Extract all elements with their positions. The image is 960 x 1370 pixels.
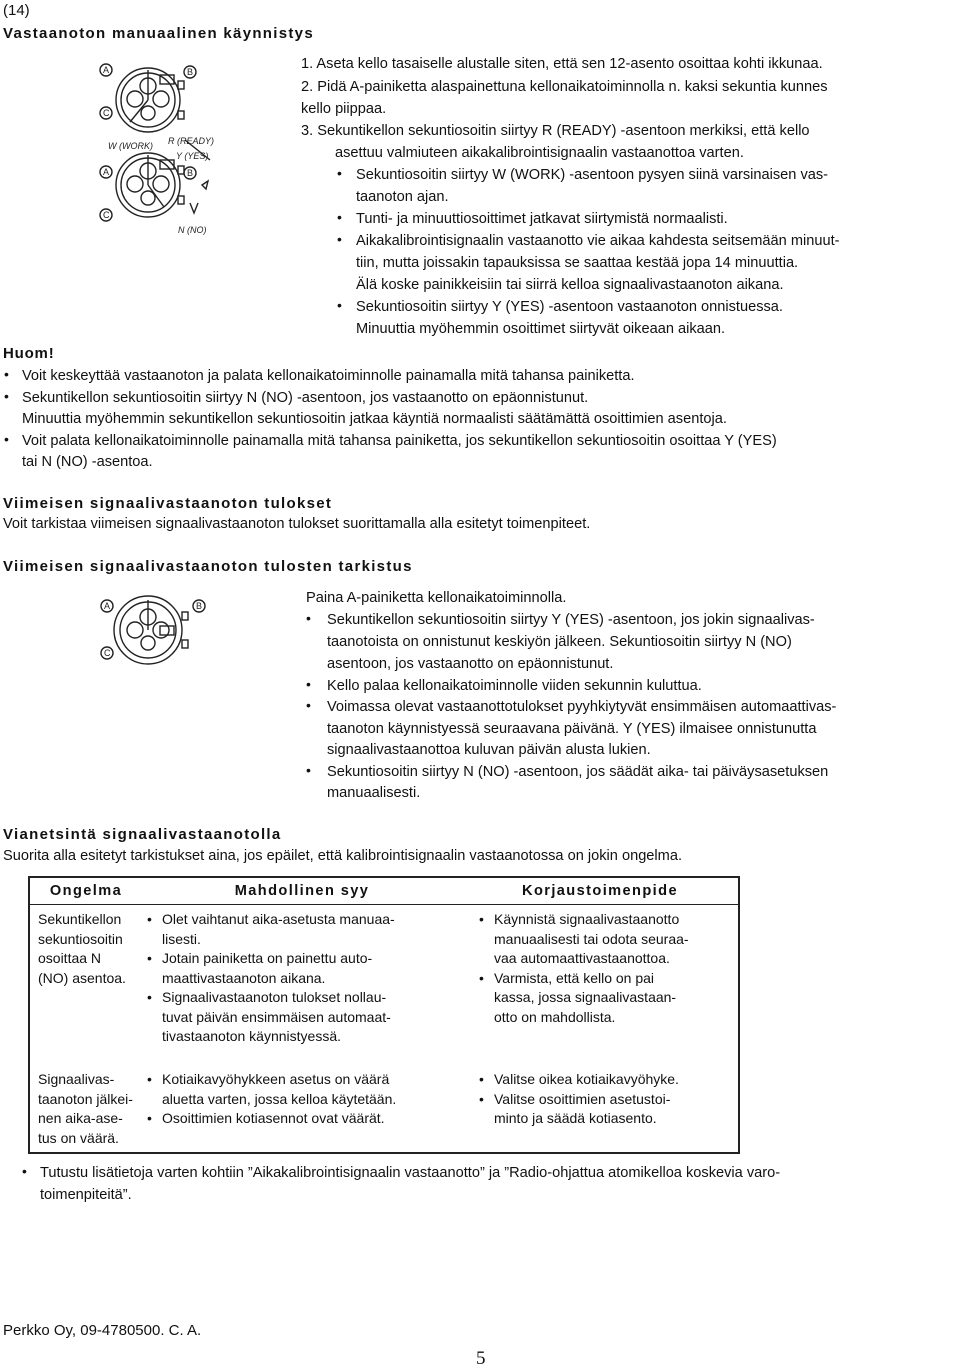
- last-results-text: Voit tarkistaa viimeisen signaalivastaanoton tulokset suorittamalla alla esitetyt toimenpiteet.: [3, 516, 591, 532]
- bullet: •: [306, 697, 311, 713]
- bullet: •: [306, 676, 311, 692]
- final-note-line-1: Tutustu lisätietoja varten kohtiin ”Aikakalibrointisignaalin vastaanotto” ja ”Radio-ohjattua atomikelloa koskevia varo-: [40, 1165, 781, 1181]
- svg-text:R (READY): R (READY): [168, 136, 215, 146]
- svg-text:C: C: [103, 210, 110, 220]
- page-number: 5: [476, 1348, 486, 1369]
- svg-text:A: A: [104, 601, 111, 611]
- note-line-5: tai N (NO) -asentoa.: [22, 454, 153, 470]
- check-line-9: Sekuntiosoitin siirtyy N (NO) -asentoon, jos säädät aika- tai päiväysasetuksen: [327, 764, 829, 780]
- section-title-troubleshooting: Vianetsintä signaalivastaanotolla: [3, 826, 282, 843]
- note-line-2: Sekuntikellon sekuntiosoitin siirtyy N (NO) -asentoon, jos vastaanotto on epäonnistunut.: [22, 390, 589, 406]
- step-2-cont: kello piippaa.: [301, 101, 387, 117]
- footer: Perkko Oy, 09-4780500. C. A.: [3, 1322, 202, 1339]
- svg-text:B: B: [187, 67, 194, 77]
- step-3-bullet-3-cont: tiin, mutta joissakin tapauksissa se saattaa kestää jopa 14 minuuttia.: [356, 255, 799, 271]
- check-line-5: Kello palaa kellonaikatoiminnolle viiden sekunnin kuluttua.: [327, 678, 702, 694]
- bullet: •: [337, 165, 342, 181]
- step-1: 1. Aseta kello tasaiselle alustalle siten, että sen 12-asento osoittaa kohti ikkunaa.: [301, 56, 823, 72]
- bullet: •: [306, 762, 311, 778]
- check-line-8: signaalivastaanottoa kuluvan päivän alusta lukien.: [327, 742, 651, 758]
- step-2: 2. Pidä A-painiketta alaspainettuna kellonaikatoiminnolla n. kaksi sekuntia kunnes: [301, 79, 828, 95]
- step-3-cont: asettuu valmiuteen aikakalibrointisignaalin vastaanottoa varten.: [335, 145, 744, 161]
- watch-icon: [92, 590, 222, 670]
- step-3-bullet-1-cont: taanoton ajan.: [356, 189, 449, 205]
- table-cell-problem: Sekuntikellon sekuntiosoitin osoittaa N (NO) asentoa.: [38, 911, 126, 986]
- svg-text:Y (YES): Y (YES): [176, 151, 209, 161]
- table-row: [29, 1058, 739, 1153]
- table-row: [29, 905, 739, 1059]
- page-label: (14): [3, 2, 30, 19]
- section-title-check-results: Viimeisen signaalivastaanoton tulosten tarkistus: [3, 558, 413, 575]
- table-cell-fix: • Valitse oikea kotiaikavyöhyke. • Valitse osoittimien asetustoi- minto ja säädä kotiasento.: [462, 1058, 739, 1153]
- section-title-manual-reception: Vastaanoton manuaalinen käynnistys: [3, 25, 314, 42]
- note-title: Huom!: [3, 345, 55, 362]
- note-line-3: Minuuttia myöhemmin sekuntikellon sekuntiosoitin jatkaa käyntiä normaalisti säätämättä osoittimien asentoja.: [22, 411, 727, 427]
- bullet: •: [4, 388, 9, 404]
- step-3-bullet-4: Sekuntiosoitin siirtyy Y (YES) -asentoon vastaanoton onnistuessa.: [356, 299, 783, 315]
- check-line-3: taanotoista on onnistunut keskiyön jälkeen. Sekuntiosoitin siirtyy N (NO): [327, 634, 792, 650]
- bullet: •: [337, 209, 342, 225]
- bullet: •: [306, 610, 311, 626]
- check-line-2: Sekuntikellon sekuntiosoitin siirtyy Y (YES) -asentoon, jos jokin signaalivas-: [327, 612, 815, 628]
- check-line-1: Paina A-painiketta kellonaikatoiminnolla.: [306, 590, 567, 606]
- note-line-4: Voit palata kellonaikatoiminnolle painamalla mitä tahansa painiketta, jos sekuntikellon sekuntiosoitin osoittaa Y (YES): [22, 433, 777, 449]
- svg-text:C: C: [104, 648, 111, 658]
- bullet: •: [337, 297, 342, 313]
- check-line-4: asentoon, jos vastaanotto on epäonnistunut.: [327, 656, 614, 672]
- svg-text:N (NO): N (NO): [178, 225, 207, 235]
- table-cell-cause: • Olet vaihtanut aika-asetusta manuaa- lisesti. • Jotain painiketta on painettu auto- maattivastaanoton aikana. • Signaalivastaanoton tulokset nollau- tuvat päivän ensimmäisen automaat- tivastaanoton käynnistyessä.: [142, 905, 462, 1059]
- step-3: 3. Sekuntikellon sekuntiosoitin siirtyy R (READY) -asentoon merkiksi, että kello: [301, 123, 810, 139]
- step-3-bullet-2: Tunti- ja minuuttiosoittimet jatkavat siirtymistä normaalisti.: [356, 211, 728, 227]
- troubleshooting-table: [28, 876, 740, 1154]
- step-3-bullet-1: Sekuntiosoitin siirtyy W (WORK) -asentoon pysyen siinä varsinaisen vas-: [356, 167, 829, 183]
- step-3-bullet-3: Aikakalibrointisignaalin vastaanotto vie aikaa kahdesta seitsemään minuut-: [356, 233, 840, 249]
- note-line-1: Voit keskeyttää vastaanoton ja palata kellonaikatoiminnolle painamalla mitä tahansa painiketta.: [22, 368, 635, 384]
- bullet: •: [337, 231, 342, 247]
- svg-text:W (WORK): W (WORK): [108, 141, 153, 151]
- bullet: •: [4, 366, 9, 382]
- step-3-bullet-3-cont2: Älä koske painikkeisiin tai siirrä kelloa signaalivastaanoton aikana.: [356, 277, 784, 293]
- table-header-cause: Mahdollinen syy: [142, 877, 462, 905]
- check-line-10: manuaalisesti.: [327, 785, 421, 801]
- table-header-problem: Ongelma: [29, 877, 142, 905]
- svg-text:A: A: [103, 65, 110, 75]
- watch-diagram-icon: [90, 55, 250, 245]
- table-cell-fix: • Käynnistä signaalivastaanotto manuaalisesti tai odota seuraa- vaa automaattivastaanottoa. • Varmista, että kello on pai kassa, jossa signaalivastaan- otto on mahdollista.: [462, 905, 739, 1059]
- svg-text:B: B: [187, 168, 194, 178]
- bullet: •: [4, 431, 9, 447]
- table-cell-problem: Signaalivas- taanoton jälkei- nen aika-ase- tus on väärä.: [38, 1071, 133, 1146]
- troubleshooting-text: Suorita alla esitetyt tarkistukset aina, jos epäilet, että kalibrointisignaalin vastaanotossa on jokin ongelma.: [3, 848, 682, 864]
- check-line-7: taanoton käynnistyessä seuraavana päivänä. Y (YES) ilmaisee onnistunutta: [327, 721, 817, 737]
- table-cell-cause: • Kotiaikavyöhykkeen asetus on väärä aluetta varten, jossa kelloa käytetään. • Osoittimien kotiasennot ovat väärät.: [142, 1058, 462, 1153]
- section-title-last-results: Viimeisen signaalivastaanoton tulokset: [3, 495, 333, 512]
- final-note-line-2: toimenpiteitä”.: [40, 1187, 132, 1203]
- svg-text:C: C: [103, 108, 110, 118]
- check-line-6: Voimassa olevat vastaanottotulokset pyyhkiytyvät ensimmäisen automaattivas-: [327, 699, 837, 715]
- table-header-fix: Korjaustoimenpide: [462, 877, 739, 905]
- svg-text:A: A: [103, 167, 110, 177]
- step-3-bullet-4-cont: Minuuttia myöhemmin osoittimet siirtyvät oikeaan aikaan.: [356, 321, 726, 337]
- svg-text:B: B: [196, 601, 203, 611]
- bullet: •: [22, 1163, 27, 1179]
